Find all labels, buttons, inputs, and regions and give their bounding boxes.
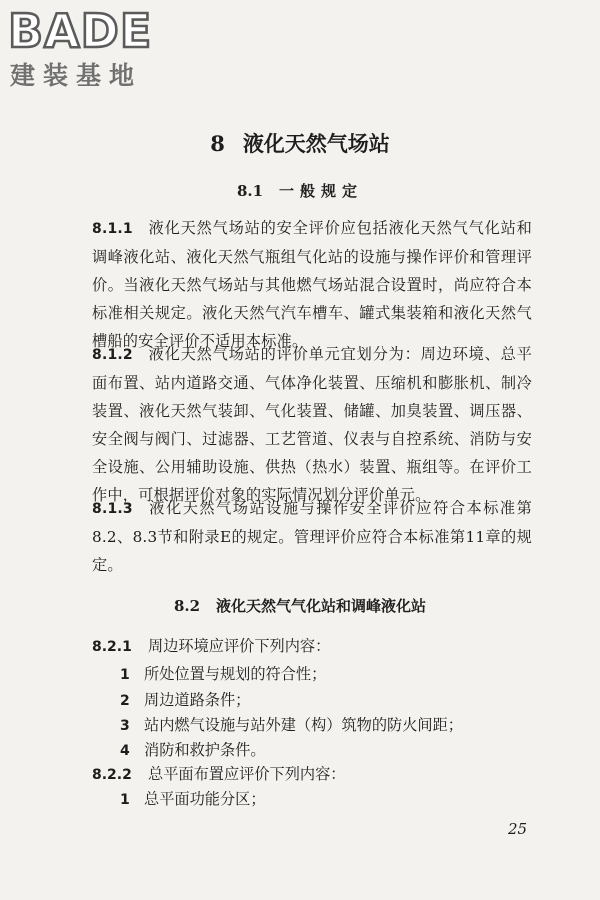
section-number: 8.1: [236, 182, 264, 200]
section-number: 8.2: [173, 597, 201, 615]
clause-text: 液化天然气场站的评价单元宜划分为：周边环境、总平面布置、站内道路交通、气体净化装置、压缩机和膨胀机、制冷装置、液化天然气装卸、气化装置、储罐、加臭装置、调压器、安全阀与阀门、过滤器、工艺管道、仪表与自控系统、消防与安全设施、公用辅助设施、供热（热水）装置、瓶组等。在评价工作中，可根据评价对象的实际情况划分评价单元。: [92, 345, 532, 504]
section-title: 一般规定: [279, 182, 364, 200]
chapter-title: 液化天然气场站: [242, 131, 390, 156]
clause-text: 总平面布置应评价下列内容：: [148, 765, 346, 783]
item-number: 1: [120, 667, 130, 683]
item-number: 4: [120, 743, 130, 759]
logo-brand: BADE: [8, 4, 153, 58]
logo-subtitle: 建装基地: [10, 61, 143, 90]
item-number: 2: [120, 693, 130, 709]
clause-text: 液化天然气场站设施与操作安全评价应符合本标准第8.2、8.3节和附录E的规定。管理评价应符合本标准第11章的规定。: [92, 499, 532, 574]
bade-logo: [8, 6, 178, 92]
page-number: 25: [508, 820, 528, 838]
item-text: 消防和救护条件。: [144, 741, 266, 759]
clause-number: 8.1.1: [92, 221, 133, 237]
clause-8-1-3: [92, 494, 532, 579]
item-text: 周边道路条件；: [144, 691, 251, 709]
clause-number: 8.2.2: [92, 767, 132, 783]
item-text: 总平面功能分区；: [144, 790, 266, 808]
clause-text: 液化天然气场站的安全评价应包括液化天然气气化站和调峰液化站、液化天然气瓶组气化站的设施与操作评价和管理评价。当液化天然气场站与其他燃气场站混合设置时，尚应符合本标准相关规定。液化天然气汽车槽车、罐式集装箱和液化天然气槽船的安全评价不适用本标准。: [92, 219, 532, 350]
list-item: [120, 785, 540, 814]
item-number: 1: [120, 792, 130, 808]
item-text: 站内燃气设施与站外建（构）筑物的防火间距；: [144, 716, 463, 734]
clause-8-1-2: [92, 340, 532, 509]
clause-number: 8.2.1: [92, 639, 132, 655]
list-item: [120, 660, 540, 689]
item-number: 3: [120, 718, 130, 734]
section-heading-8-2: [0, 595, 600, 617]
item-text: 所处位置与规划的符合性；: [144, 665, 327, 683]
clause-8-1-1: [92, 214, 532, 355]
clause-number: 8.1.2: [92, 347, 133, 363]
clause-text: 周边环境应评价下列内容：: [148, 637, 331, 655]
clause-8-2-1: [92, 632, 532, 661]
chapter-heading: [0, 130, 600, 158]
section-title: 液化天然气气化站和调峰液化站: [216, 597, 427, 615]
clause-number: 8.1.3: [92, 501, 133, 517]
section-heading-8-1: [0, 180, 600, 202]
chapter-number: 8: [210, 131, 225, 156]
